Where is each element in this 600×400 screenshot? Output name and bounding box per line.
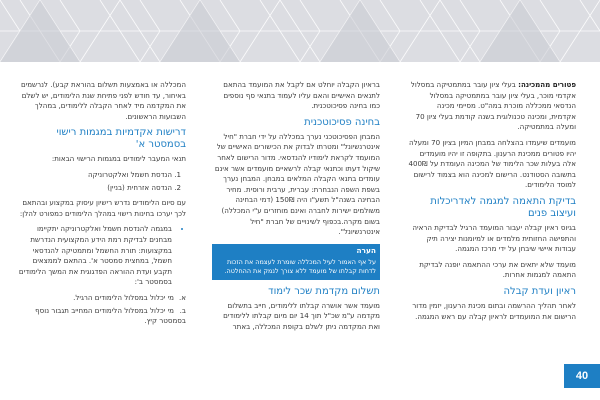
term-exemptions: פטורים מהמכינה:	[518, 80, 576, 89]
note-box	[212, 244, 380, 280]
heading-tuition-advance: תשלום מקדמת שכר לימוד	[268, 285, 380, 297]
geometric-pattern-graphic	[0, 0, 600, 62]
list-item: 2. הנדסה אזרחית (בניין)	[18, 183, 172, 194]
bullet-list	[18, 224, 186, 288]
paragraph-interview-decision: בראיון הקבלה יוחלט אם לקבל את המועמד בהתאם לתנאים האישיים והאם עליו לעמוד בתנאי סף נוספים כמו בחינה פסיכוטכנית.	[223, 80, 380, 111]
outcome-list	[18, 293, 186, 327]
paragraph-redirect: מועמד שלא יתאים את ערכי ההתאמה יופנה לבדיקת התאמה למגמות אחרות.	[419, 259, 576, 280]
list-key: א.	[179, 292, 186, 302]
bullet-electrical-exams: • במגמה להנדסת חשמל ואלקטרוניקה יתקיימו מבחנים לבדיקת רמת הידע המקצועית הנדרשת במקצועות: תורת החשמל ומתמטיקה להנדסאי חשמל, במחצית סמסטר א'. בהתאם לממצאים תקבע ועדת ההוראה הפדגוגית את המשך הלימודים בסמסטר ב':	[18, 224, 172, 288]
paragraph-tuition-advance: מועמד אשר אושרה קבלתו ללימודים, חייב בתשלום מקדמה ע"מ שכ"ל תוך 14 יום מיום קבלתו ללימודים ואת המקדמה ניתן לשלם בקופת המכללה, באתר	[223, 300, 380, 331]
heading-psychotechnical-exam: בחינה פסיכוטכנית	[304, 116, 380, 128]
paragraph-late-registration: המכללה או באמצעות תשלום בהוראת קבע). לנרשמים באיחור, עד חודש לפני פתיחת שנת הלימודים, יש לשלם את המקדמה מיד לאחר הקבלה ללימודים, במהלך השבועות הראשונים.	[20, 80, 186, 121]
text-column-left	[18, 80, 186, 332]
note-body: על אף האמור לעיל המכללה שומרת לעצמה את הזכות לדחות קבלתו של מועמד ללא צורך לנמק את ההחלטה.	[224, 258, 376, 275]
heading-admission-interview: ראיון ועדת קבלה	[503, 285, 576, 297]
list-item: 1. הנדסת חשמל ואלקטרוניקה	[18, 170, 172, 181]
paragraph-psychotechnical: המבחן הפסיכוטכני נערך במכללה על ידי חברת "חיל אינטרנשיונל" ומטרתו לבדוק את הכישורים האישיים של המועמד לקראת לימודיו להנדסאי. מדור הרישום לאחר שיקול דעתו וכתנאי קבלה לרשאיים מועמדים אשר אינם עומדים בתנאי הקבלה המלאים במבחן. המבחן נערך בשפת השפה הנבחרת: עברית, ערבית ורוסית. מחיר הבחינה בשנה"ל תשע"ו היה 150₪ (דמי הבחינה משולמים ישירות לחברה ואינם מוחזרים ע"י המכללה) בשום מקרה.בכפוף לשינויים של חברת "חיל אינטרנשיונל".	[214, 131, 380, 237]
text-column-middle	[212, 80, 380, 337]
note-title: הערה	[356, 245, 376, 255]
list-item	[18, 293, 186, 304]
text-column-right	[408, 80, 576, 327]
paragraph-portfolio: בגיוס ראיון קבלה יעבור המועמד הרגיל לבדיקת הראיה והתפישה החזותית מלמדים או למיומנות יצירה תיק עבודות איישי שיבחן על ידי מרכז המגמה.	[412, 222, 576, 254]
list-text: מי יכלול במסלול הלימודים הרגיל.	[73, 292, 174, 302]
exemptions-text: בעלי ציון עובר במתמטיקה במסלול אקדמי מוכר, בעלי ציון עובר במתמטיקה במסלול הנדסאי ממכללה מוכרת במה"ט. מסיימי מכינה אקדמית, ומכינה טכנולוגית בשנה קודמת בעלי ציון 70 ומעלה במתמטיקה.	[410, 80, 576, 132]
paragraph-transition-conditions: תנאי המעבר לימודים במגמות הרישוי הבאות:	[51, 154, 186, 164]
heading-academic-requirements: דרישות אקדמיות במגמות רישוי בסמסטר א'	[56, 127, 186, 151]
list-key: ב.	[179, 305, 186, 315]
list-text: מי יכלול במסלול הלימודים המחייב תגבור נוסף בסמסטר קיץ.	[35, 305, 186, 326]
list-item	[18, 306, 186, 327]
heading-architecture-fit: בדיקת התאמה למגמה לאדריכלות ועיצוב פנים	[430, 195, 576, 219]
decorative-header-pattern	[0, 0, 600, 62]
paragraph-interview: לאחר תהליך ההרשמה ובתום מכינת הרענון, יזמין מדור הרישום את המועמדים לראיון קבלה עם ראש המגמה.	[412, 300, 576, 321]
paragraph-exam-score: מועמדים שיעמדו בהצלחה במבחן המיון בציון 70 ומעלה יהיו פטורים ממכינת הרענון. בתקופה זו יהיו מועמדים אלה בעלות שכר הלימוד של המכינה העומדת על 400₪ בתשובה הסטודנט. הרישום למכינה הוא בצמוד לרישום למוסד הלימודים.	[408, 137, 576, 190]
page-number: 40	[564, 364, 600, 388]
paragraph-license-exams: עם סיום הלימודים נדרש רישיון עיסוק במקצוע ובהתאם לכך יערכו בחינות רישוי במהלך הלימודים כמפורט להלן:	[19, 198, 186, 218]
paragraph-exemptions	[408, 80, 576, 133]
licensed-tracks-list	[18, 170, 186, 193]
